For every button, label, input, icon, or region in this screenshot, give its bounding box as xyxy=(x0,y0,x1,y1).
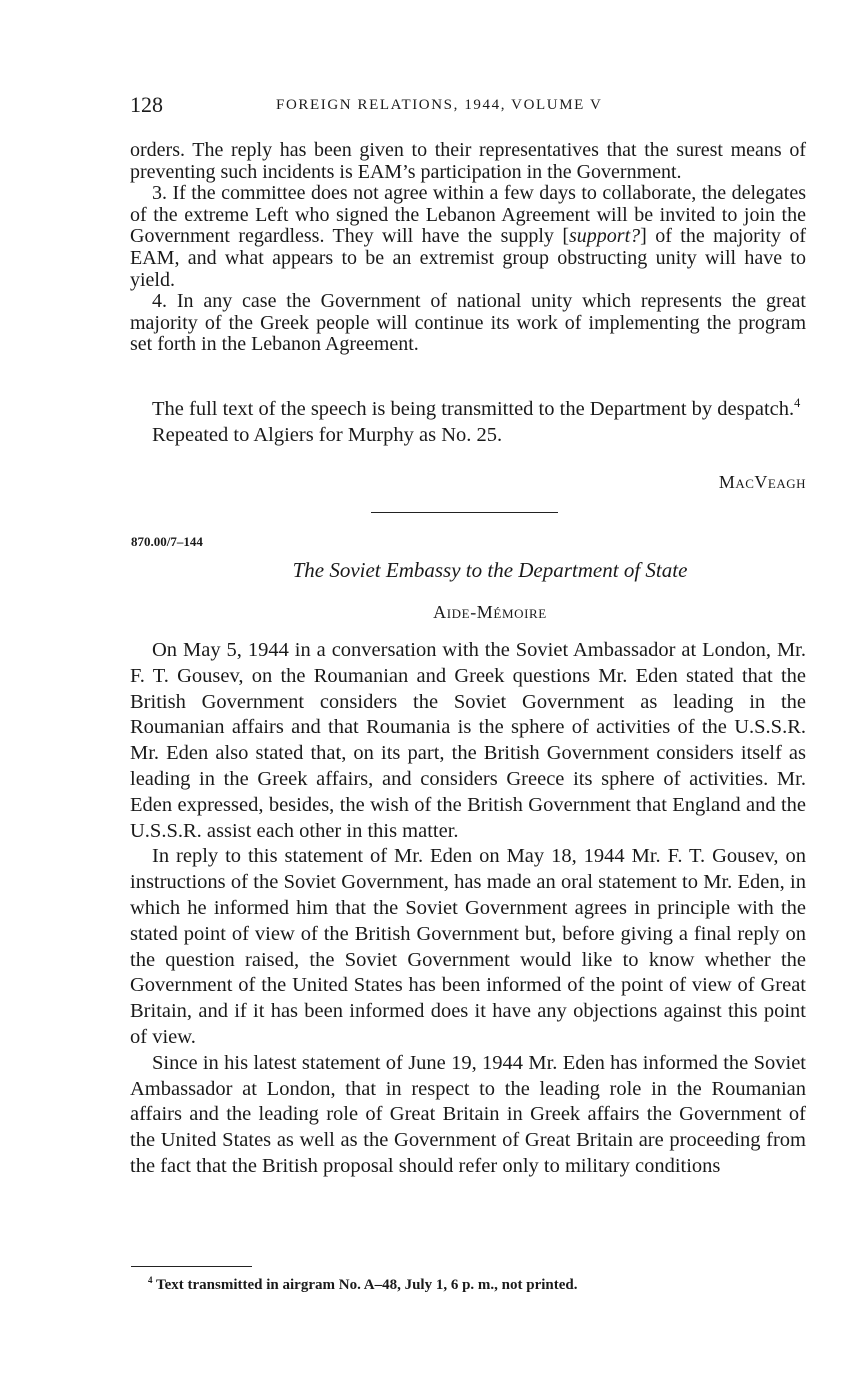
footnote-divider xyxy=(131,1266,252,1267)
page-number: 128 xyxy=(130,92,163,117)
document-body xyxy=(130,638,806,1180)
paragraph-point-4: 4. In any case the Government of national unity which represents the great majority of the Greek people will continue its work of implementing the program set forth in the Lebanon Agreement. xyxy=(130,290,806,356)
paragraph-point-3 xyxy=(130,183,806,291)
document-title: The Soviet Embassy to the Department of State xyxy=(292,558,688,582)
signature: MacVeagh xyxy=(718,472,806,492)
paragraph xyxy=(130,396,806,422)
paragraph: orders. The reply has been given to their representatives that the surest means of preventing such incidents is EAM’s participation in the Government. xyxy=(130,139,806,183)
paragraph-text: The full text of the speech is being transmitted to the Department by despatch. xyxy=(152,398,795,420)
footnote-reference: 4 xyxy=(794,396,801,411)
paragraph-text: ] of the majority of EAM, and what appears to be an extremist group obstructing unity will have to yield. xyxy=(130,225,806,291)
footnote xyxy=(148,1277,578,1294)
paragraph: In reply to this statement of Mr. Eden on May 18, 1944 Mr. F. T. Gousev, on instructions of the Soviet Government, has made an oral statement to Mr. Eden, in which he informed him that the Soviet Government agrees in principle with the stated point of view of the British Government but, before giving a final reply on the question raised, the Soviet Government would like to know whether the Government of the United States has been informed of the point of view of Great Britain, and if it has been informed does it have any objections against this point of view. xyxy=(130,845,806,1048)
footnote-mark: 4 xyxy=(148,1275,153,1285)
section-divider xyxy=(371,512,558,513)
telegram-continuation xyxy=(130,140,806,356)
paragraph: On May 5, 1944 in a conversation with the Soviet Ambassador at London, Mr. F. T. Gousev, on the Roumanian and Greek questions Mr. Eden stated that the British Government considers the Soviet Government as leading in the Roumanian affairs and that Roumania is the sphere of activities of the U.S.S.R. Mr. Eden also stated that, on its part, the British Government considers itself as leading in the Greek affairs, and considers Greece its sphere of activities. Mr. Eden expressed, besides, the wish of the British Government that England and the U.S.S.R. assist each other in this matter. xyxy=(130,639,806,842)
telegram-closing xyxy=(130,396,806,448)
paragraph: Since in his latest statement of June 19, 1944 Mr. Eden has informed the Soviet Ambassador at London, that in respect to the leading role in the Roumanian affairs and the leading role of Great Britain in Greek affairs the Government of the United States as well as the Government of Great Britain are proceeding from the fact that the British proposal should refer only to military conditions xyxy=(130,1051,806,1177)
paragraph: Repeated to Algiers for Murphy as No. 25. xyxy=(152,424,503,446)
paragraph-text: 3. If the committee does not agree within a few days to collaborate, the delegates of the extreme Left who signed the Lebanon Agreement will be invited to join the Government regardless. They will have the supply [ xyxy=(130,182,806,248)
document-subtitle: Aide-Mémoire xyxy=(433,602,547,622)
page-header xyxy=(130,92,806,122)
file-number: 870.00/7–144 xyxy=(131,534,203,549)
footnote-text: Text transmitted in airgram No. A–48, July 1, 6 p. m., not printed. xyxy=(155,1277,578,1293)
running-title: FOREIGN RELATIONS, 1944, VOLUME V xyxy=(276,97,603,113)
editorial-insertion: support? xyxy=(569,225,641,248)
